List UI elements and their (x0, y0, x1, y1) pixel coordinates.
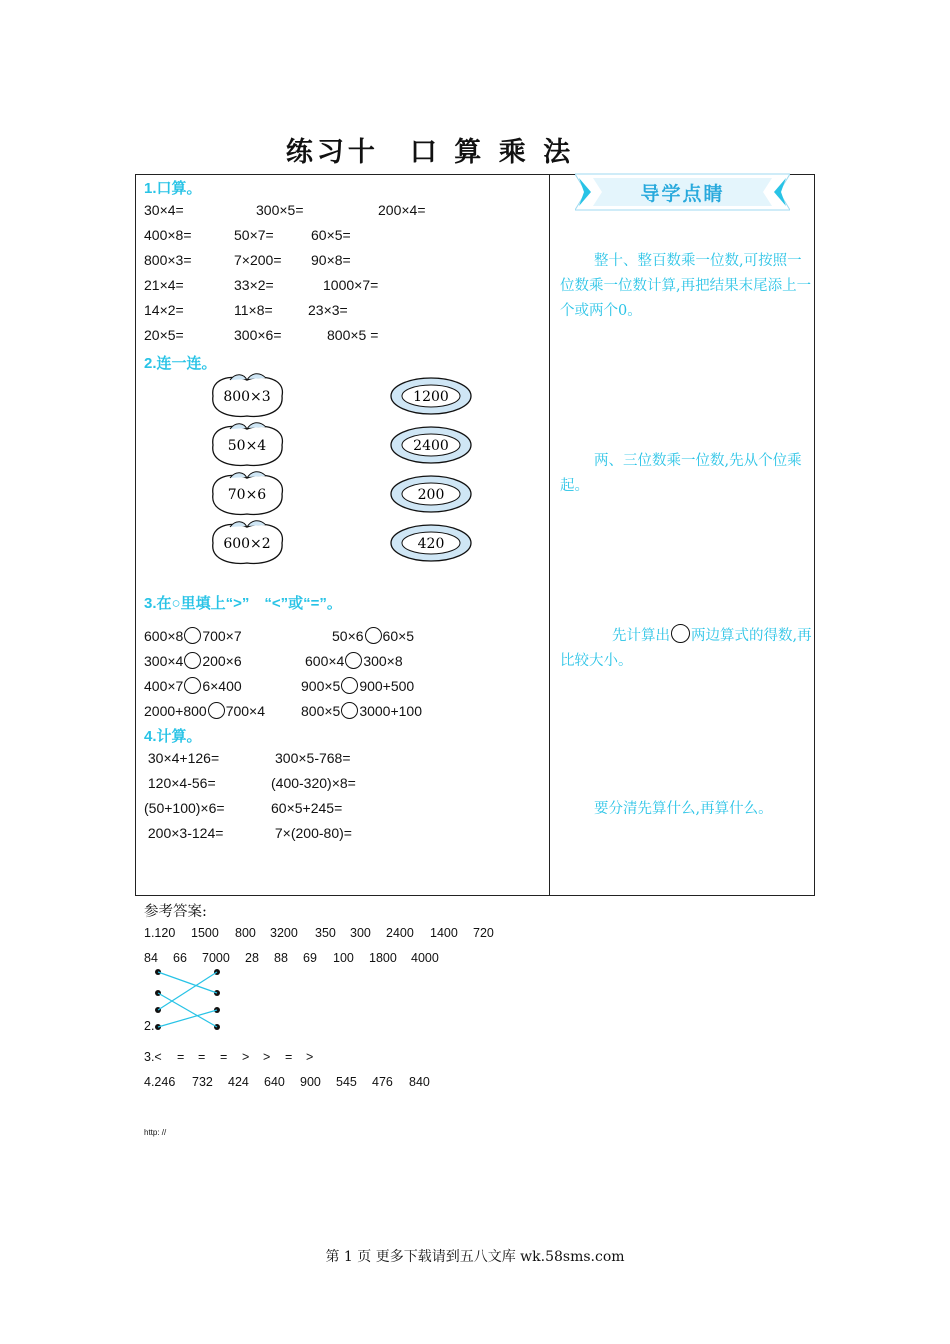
oral-calc-item: 50×7= (234, 227, 274, 243)
tip-2: 两、三位数乘一位数,先从个位乘起。 (560, 453, 802, 494)
peach-label: 800×3 (223, 389, 271, 405)
oral-calc-item: 200×4= (378, 202, 426, 218)
answer-item: 350 (315, 926, 336, 940)
answer-item: 732 (192, 1075, 213, 1089)
comparison-right: 700×7 (202, 628, 242, 644)
calc-item: 200×3-124= (144, 825, 224, 841)
answer-item: 545 (336, 1075, 357, 1089)
answer-item: = (220, 1050, 228, 1064)
circle-symbol (671, 624, 690, 643)
answer-link-line (158, 972, 217, 993)
compare-circle (341, 702, 358, 719)
answer-item: 3.< (144, 1050, 162, 1064)
oral-calc-item: 33×2= (234, 277, 274, 293)
oral-calc-item: 21×4= (144, 277, 184, 293)
comparison-right: 60×5 (382, 628, 415, 644)
answer-item: = (177, 1050, 185, 1064)
comparison-item (301, 702, 422, 719)
section2-heading: 2.连一连。 (144, 355, 217, 372)
comparison-right: 6×400 (202, 678, 242, 694)
compare-circle (184, 652, 201, 669)
calc-item: (50+100)×6= (144, 800, 225, 816)
calc-item: 30×4+126= (144, 750, 220, 766)
oval-shape (391, 525, 471, 561)
compare-circle (208, 702, 225, 719)
answer-item: 88 (274, 951, 288, 965)
column-divider (549, 175, 550, 895)
oral-calc-item: 60×5= (311, 227, 351, 243)
peach-label: 70×6 (227, 487, 267, 503)
answers-url: http: // (144, 1128, 167, 1137)
comparison-item (301, 677, 414, 694)
answer-item: 4000 (411, 951, 439, 965)
answer-item: 66 (173, 951, 187, 965)
oral-calc-item: 90×8= (311, 252, 351, 268)
oval-shape (391, 427, 471, 463)
answer-item: 69 (303, 951, 317, 965)
calc-item: 60×5+245= (271, 800, 343, 816)
section1-heading: 1.口算。 (144, 180, 202, 197)
comparison-item (332, 627, 414, 644)
compare-circle (341, 677, 358, 694)
comparison-item (305, 652, 403, 669)
comparison-item (144, 652, 242, 669)
comparison-right: 3000+100 (359, 703, 423, 719)
guide-banner-title: 导学点睛 (640, 184, 725, 205)
tip-1: 整十、整百数乘一位数,可按照一位数乘一位数计算,再把结果末尾添上一个或两个0。 (560, 253, 812, 319)
compare-circle (184, 677, 201, 694)
answer-item: 3200 (270, 926, 298, 940)
answer-link-line (158, 972, 217, 1010)
oval-label: 1200 (413, 389, 449, 405)
answer-item: 100 (333, 951, 354, 965)
section4-heading: 4.计算。 (144, 728, 202, 745)
section3-heading: 3.在○里填上“>” “<”或“=”。 (144, 595, 342, 612)
peach-label: 600×2 (223, 536, 271, 552)
comparison-left: 800×5 (301, 703, 341, 719)
comparison-item (144, 702, 265, 719)
answer-item: 1.120 (144, 926, 176, 940)
answer-item: 300 (350, 926, 371, 940)
answer-item: 1500 (191, 926, 219, 940)
comparison-left: 300×4 (144, 653, 184, 669)
peach-shape (213, 472, 283, 515)
comparison-left: 900×5 (301, 678, 341, 694)
answer-item: 28 (245, 951, 259, 965)
oval-shape (391, 476, 471, 512)
answer-item: 84 (144, 951, 158, 965)
oral-calc-item: 23×3= (308, 302, 348, 318)
page-title: 练习十 口 算 乘 法 (285, 137, 575, 168)
oral-calc-item: 7×200= (234, 252, 282, 268)
answer-item: 640 (264, 1075, 285, 1089)
answers-q2-label: 2. (144, 1019, 155, 1033)
answer-item: 7000 (202, 951, 230, 965)
oral-calc-item: 1000×7= (323, 277, 379, 293)
answer-item: 720 (473, 926, 494, 940)
comparison-left: 400×7 (144, 678, 184, 694)
oral-calc-item: 800×5 = (327, 327, 379, 343)
oral-calc-item: 300×6= (234, 327, 282, 343)
answer-item: 424 (228, 1075, 249, 1089)
oral-calc-item: 11×8= (234, 302, 273, 318)
compare-circle (184, 627, 201, 644)
answer-item: 840 (409, 1075, 430, 1089)
answer-item: 2400 (386, 926, 414, 940)
answer-matching-diagram (150, 966, 230, 1034)
answer-item: > (263, 1050, 271, 1064)
oral-calc-item: 800×3= (144, 252, 192, 268)
answer-item: = (285, 1050, 293, 1064)
comparison-left: 2000+800 (144, 703, 207, 719)
comparison-right: 900+500 (359, 678, 415, 694)
answer-item: 1800 (369, 951, 397, 965)
peach-shape (213, 423, 283, 466)
answer-item: 476 (372, 1075, 393, 1089)
answer-item: 900 (300, 1075, 321, 1089)
oral-calc-item: 14×2= (144, 302, 184, 318)
oral-calc-item: 20×5= (144, 327, 184, 343)
peach-shape (213, 521, 283, 564)
answer-link-line (158, 993, 217, 1027)
peach-shape (213, 374, 283, 417)
oval-label: 2400 (413, 438, 449, 454)
compare-circle (345, 652, 362, 669)
compare-circle (365, 627, 382, 644)
calc-item: 120×4-56= (144, 775, 216, 791)
page-footer: 第 1 页 更多下载请到五八文库 wk.58sms.com (325, 1249, 625, 1265)
answer-item: 4.246 (144, 1075, 176, 1089)
oral-calc-item: 30×4= (144, 202, 184, 218)
oval-label: 420 (417, 536, 445, 552)
comparison-left: 600×8 (144, 628, 184, 644)
comparison-right: 200×6 (202, 653, 242, 669)
answer-item: > (306, 1050, 314, 1064)
calc-item: 7×(200-80)= (271, 825, 352, 841)
tip-3: 先计算出 两边算式的得数,再比较大小。 (560, 624, 812, 674)
peach-label: 50×4 (227, 438, 267, 454)
comparison-left: 50×6 (332, 628, 364, 644)
matching-figure (200, 372, 490, 572)
oval-shape (391, 378, 471, 414)
answer-link-line (158, 1010, 217, 1027)
oral-calc-item: 300×5= (256, 202, 304, 218)
comparison-right: 700×4 (225, 703, 266, 719)
answers-title: 参考答案: (144, 904, 207, 920)
answer-item: > (242, 1050, 250, 1064)
answer-item: = (198, 1050, 206, 1064)
tip-4: 要分清先算什么,再算什么。 (594, 801, 773, 817)
comparison-item (144, 627, 242, 644)
answer-item: 1400 (430, 926, 458, 940)
calc-item: 300×5-768= (275, 750, 351, 766)
comparison-left: 600×4 (305, 653, 345, 669)
comparison-right: 300×8 (363, 653, 403, 669)
answer-item: 800 (235, 926, 256, 940)
oral-calc-item: 400×8= (144, 227, 192, 243)
comparison-item (144, 677, 242, 694)
calc-item: (400-320)×8= (271, 775, 356, 791)
oval-label: 200 (417, 487, 445, 503)
